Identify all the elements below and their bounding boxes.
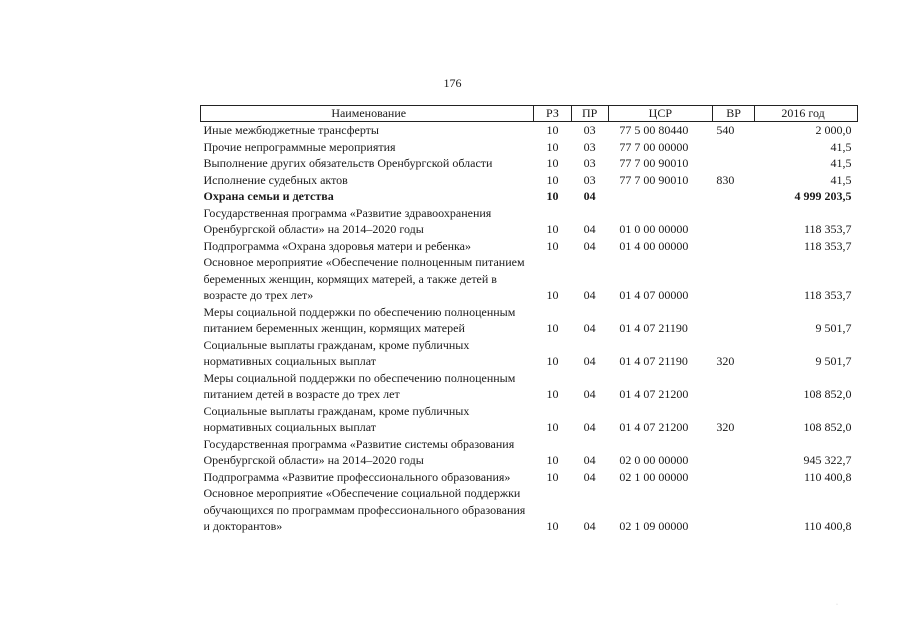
budget-table (200, 105, 858, 535)
cell-vr (712, 254, 754, 304)
table-row (201, 469, 858, 486)
cell-name: Меры социальной поддержки по обеспечению полноценным питанием детей в возрасте до трех лет (203, 370, 516, 401)
cell-name: Подпрограмма «Развитие профессионального образования» (203, 469, 511, 484)
header-amount: 2016 год (755, 106, 858, 122)
table-row (201, 304, 858, 337)
cell-pr: 04 (583, 453, 596, 467)
table-row (201, 436, 858, 469)
cell-csr: 02 0 00 00000 (619, 453, 689, 467)
cell-rz: 10 (546, 123, 559, 137)
cell-amount: 41,5 (830, 139, 852, 154)
page-number: 176 (443, 76, 462, 90)
cell-name: Исполнение судебных актов (203, 172, 348, 187)
cell-pr: 04 (583, 354, 596, 368)
cell-vr: 320 (716, 420, 735, 434)
cell-amount: 945 322,7 (803, 453, 852, 467)
header-name: Наименование (201, 106, 534, 122)
cell-csr: 01 0 00 00000 (619, 222, 689, 236)
table-row (201, 205, 858, 238)
cell-amount: 41,5 (830, 172, 852, 187)
table-row (201, 238, 858, 255)
cell-vr: 320 (716, 354, 735, 368)
table-row (201, 122, 858, 139)
cell-vr: 540 (716, 123, 735, 137)
cell-pr: 04 (583, 387, 596, 401)
cell-name: Иные межбюджетные трансферты (203, 123, 379, 137)
table-row (201, 155, 858, 172)
cell-name: Социальные выплаты гражданам, кроме публичных нормативных социальных выплат (203, 403, 470, 434)
cell-rz: 10 (546, 189, 559, 203)
cell-name: Основное мероприятие «Обеспечение социальной поддержки обучающихся по программам профессионального образования и докторантов» (203, 486, 526, 533)
cell-amount: 118 353,7 (803, 288, 852, 302)
cell-csr: 77 5 00 80440 (619, 123, 689, 137)
cell-csr: 01 4 07 21190 (619, 321, 688, 335)
cell-amount: 108 852,0 (803, 387, 852, 401)
cell-vr (712, 205, 754, 238)
cell-rz: 10 (546, 222, 559, 236)
cell-rz: 10 (546, 453, 559, 467)
cell-name: Охрана семьи и детства (203, 189, 334, 203)
cell-name: Меры социальной поддержки по обеспечению полноценным питанием беременных женщин, кормящих матерей (203, 304, 516, 335)
cell-vr (712, 188, 754, 205)
cell-pr: 04 (583, 469, 596, 484)
cell-rz: 10 (546, 156, 559, 170)
cell-pr: 03 (583, 123, 596, 137)
cell-rz: 10 (546, 420, 559, 434)
cell-csr: 01 4 07 21190 (619, 354, 688, 368)
cell-name: Социальные выплаты гражданам, кроме публичных нормативных социальных выплат (203, 337, 470, 368)
table-row (201, 337, 858, 370)
cell-csr: 02 1 09 00000 (619, 519, 689, 533)
table-row (201, 370, 858, 403)
cell-rz: 10 (546, 354, 559, 368)
cell-pr: 04 (583, 420, 596, 434)
cell-amount: 41,5 (830, 156, 852, 170)
cell-rz: 10 (546, 139, 559, 154)
cell-vr (712, 370, 754, 403)
cell-vr (712, 485, 754, 535)
table-row (201, 254, 858, 304)
cell-name: Государственная программа «Развитие здравоохранения Оренбургской области» на 2014–2020 годы (203, 205, 492, 236)
cell-rz: 10 (546, 469, 559, 484)
cell-pr: 04 (583, 189, 596, 203)
cell-csr: 01 4 00 00000 (619, 238, 689, 253)
cell-csr (608, 188, 712, 205)
cell-csr: 01 4 07 21200 (619, 420, 689, 434)
cell-name: Основное мероприятие «Обеспечение полноценным питанием беременных женщин, кормящих матерей, а также детей в возрасте до трех лет» (203, 255, 525, 302)
cell-csr: 01 4 07 00000 (619, 288, 689, 302)
cell-rz: 10 (546, 519, 559, 533)
cell-vr: 830 (716, 172, 735, 187)
cell-amount: 118 353,7 (803, 238, 852, 253)
cell-amount: 4 999 203,5 (794, 189, 852, 203)
cell-amount: 118 353,7 (803, 222, 852, 236)
cell-csr: 02 1 00 00000 (619, 469, 689, 484)
header-csr: ЦСР (608, 106, 712, 122)
cell-pr: 04 (583, 222, 596, 236)
cell-pr: 04 (583, 238, 596, 253)
cell-pr: 03 (583, 139, 596, 154)
cell-rz: 10 (546, 172, 559, 187)
cell-csr: 77 7 00 90010 (619, 172, 689, 187)
cell-vr (712, 155, 754, 172)
cell-name: Подпрограмма «Охрана здоровья матери и ребенка» (203, 238, 471, 253)
cell-pr: 04 (583, 519, 596, 533)
cell-vr (712, 304, 754, 337)
cell-vr (712, 238, 754, 255)
table-body (201, 122, 858, 535)
cell-rz: 10 (546, 387, 559, 401)
header-rz: РЗ (534, 106, 571, 122)
table-row (201, 139, 858, 156)
cell-name: Прочие непрограммные мероприятия (203, 139, 396, 154)
header-vr: ВР (712, 106, 754, 122)
cell-csr: 01 4 07 21200 (619, 387, 689, 401)
cell-rz: 10 (546, 321, 559, 335)
table-row (201, 188, 858, 205)
table-row (201, 172, 858, 189)
cell-name: Выполнение других обязательств Оренбургской области (203, 156, 493, 170)
cell-csr: 77 7 00 00000 (619, 139, 689, 154)
cell-vr (712, 139, 754, 156)
cell-name: Государственная программа «Развитие системы образования Оренбургской области» на 2014–2020 годы (203, 436, 515, 467)
header-pr: ПР (571, 106, 608, 122)
cell-pr: 03 (583, 172, 596, 187)
cell-amount: 2 000,0 (815, 123, 852, 137)
cell-pr: 04 (583, 288, 596, 302)
cell-amount: 108 852,0 (803, 420, 852, 434)
cell-pr: 04 (583, 321, 596, 335)
cell-amount: 9 501,7 (815, 321, 852, 335)
table-header-row (201, 106, 858, 122)
cell-rz: 10 (546, 238, 559, 253)
cell-amount: 9 501,7 (815, 354, 852, 368)
cell-vr (712, 436, 754, 469)
table-row (201, 403, 858, 436)
cell-csr: 77 7 00 90010 (619, 156, 689, 170)
cell-rz: 10 (546, 288, 559, 302)
scan-mark: · (836, 602, 838, 608)
cell-vr (712, 469, 754, 486)
table-row (201, 485, 858, 535)
cell-pr: 03 (583, 156, 596, 170)
cell-amount: 110 400,8 (803, 469, 852, 484)
cell-amount: 110 400,8 (803, 519, 852, 533)
